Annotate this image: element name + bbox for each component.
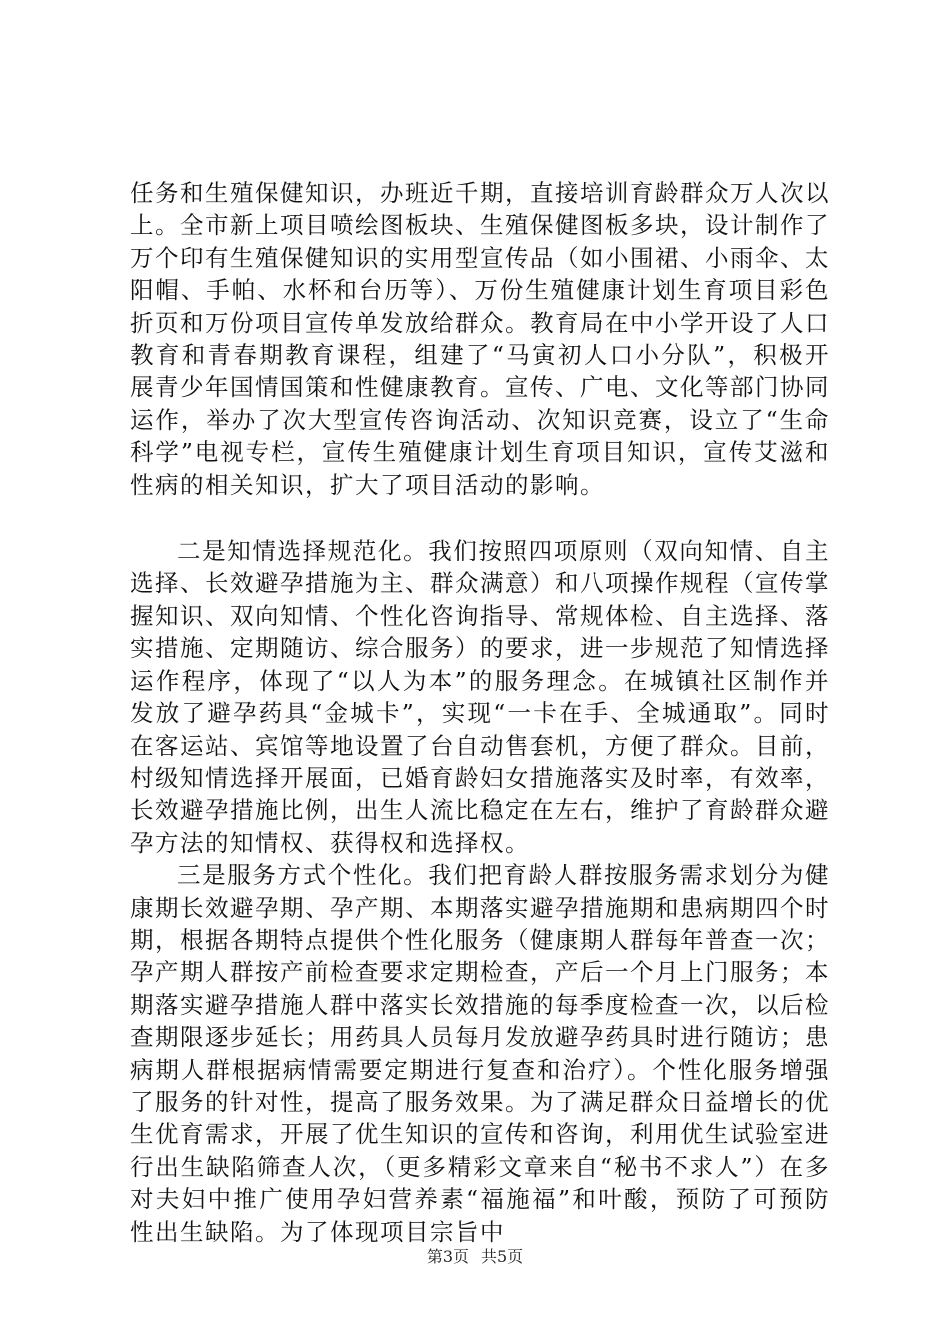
page-footer	[0, 1244, 950, 1267]
paragraph-continued: 任务和生殖保健知识，办班近千期，直接培训育龄群众万人次以上。全市新上项目喷绘图板块、生殖保健图板多块，设计制作了万个印有生殖保健知识的实用型宣传品（如小围裙、小雨伞、太阳帽、手帕、水杯和台历等）、万份生殖健康计划生育项目彩色折页和万份项目宣传单发放给群众。教育局在中小学开设了人口教育和青春期教育课程，组建了“马寅初人口小分队”，积极开展青少年国情国策和性健康教育。宣传、广电、文化等部门协同运作，举办了次大型宣传咨询活动、次知识竞赛，设立了“生命科学”电视专栏，宣传生殖健康计划生育项目知识，宣传艾滋和性病的相关知识，扩大了项目活动的影响。	[130, 179, 830, 499]
paragraph-informed-choice: 二是知情选择规范化。我们按照四项原则（双向知情、自主选择、长效避孕措施为主、群众满意）和八项操作规程（宣传掌握知识、双向知情、个性化咨询指导、常规体检、自主选择、落实措施、定期随访、综合服务）的要求，进一步规范了知情选择运作程序，体现了“以人为本”的服务理念。在城镇社区制作并发放了避孕药具“金城卡”，实现“一卡在手、全城通取”。同时在客运站、宾馆等地设置了台自动售套机，方便了群众。目前，村级知情选择开展面，已婚育龄妇女措施落实及时率，有效率，长效避孕措施比例，出生人流比稳定在左右，维护了育龄群众避孕方法的知情权、获得权和选择权。	[130, 537, 830, 857]
page-number: 第3页	[426, 1247, 469, 1266]
paragraph-personalized-service: 三是服务方式个性化。我们把育龄人群按服务需求划分为健康期长效避孕期、孕产期、本期落实避孕措施期和患病期四个时期，根据各期特点提供个性化服务（健康期人群每年普查一次；孕产期人群按产前检查要求定期检查，产后一个月上门服务；本期落实避孕措施人群中落实长效措施的每季度检查一次，以后检查期限逐步延长；用药具人员每月发放避孕药具时进行随访；患病期人群根据病情需要定期进行复查和治疗）。个性化服务增强了服务的针对性，提高了服务效果。为了满足群众日益增长的优生优育需求，开展了优生知识的宣传和咨询，利用优生试验室进行出生缺陷筛查人次，（更多精彩文章来自“秘书不求人”）在多对夫妇中推广使用孕妇营养素“福施福”和叶酸，预防了可预防性出生缺陷。为了体现项目宗旨中	[130, 861, 830, 1246]
page-total: 共5页	[481, 1247, 524, 1266]
document-body	[130, 177, 830, 1248]
